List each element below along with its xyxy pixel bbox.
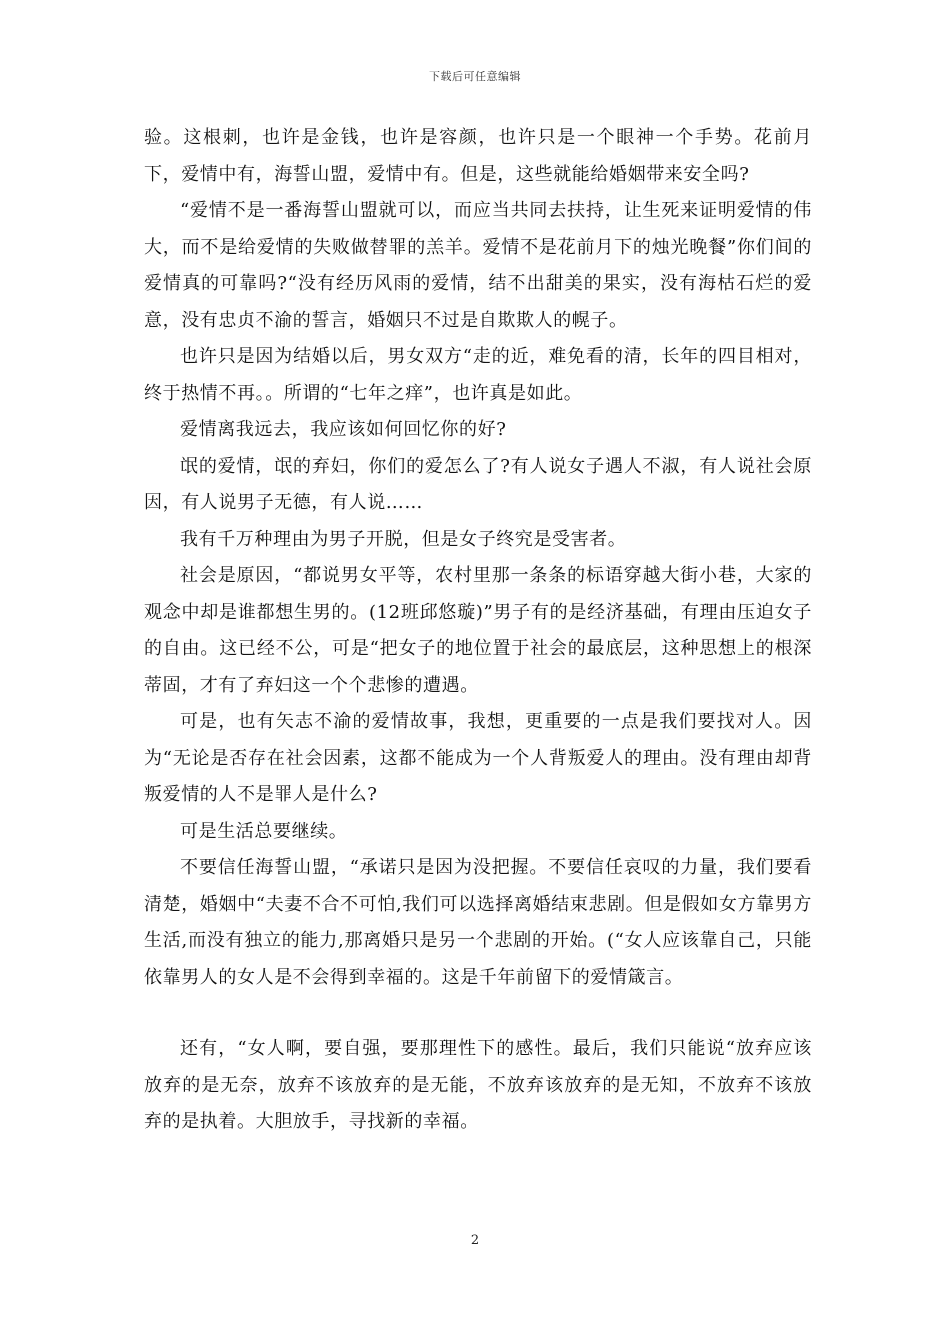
paragraph: 还有，“女人啊，要自强，要那理性下的感性。最后，我们只能说“放弃应该放弃的是无奈，放弃不该放弃的是无能，不放弃该放弃的是无知，不放弃不该放弃的是执着。大胆放手，寻找新的幸福。 [144, 1038, 812, 1132]
paragraph: 可是生活总要继续。 [180, 820, 348, 842]
paragraph: 不要信任海誓山盟，“承诺只是因为没把握。不要信任哀叹的力量，我们要看清楚，婚姻中“夫妻不合不可怕,我们可以选择离婚结束悲剧。但是假如女方靠男方生活,而没有独立的能力,那离婚只是另一个悲剧的开始。(“女人应该靠自己，只能依靠男人的女人是不会得到幸福的。这是千年前留下的爱情箴言。 [144, 857, 812, 988]
paragraph: 可是，也有矢志不渝的爱情故事，我想，更重要的一点是我们要找对人。因为“无论是否存在社会因素，这都不能成为一个人背叛爱人的理由。没有理由却背叛爱情的人不是罪人是什么? [144, 711, 812, 805]
paragraph: “爱情不是一番海誓山盟就可以，而应当共同去扶持，让生死来证明爱情的伟大，而不是给爱情的失败做替罪的羔羊。爱情不是花前月下的烛光晚餐”你们间的爱情真的可靠吗?“没有经历风雨的爱情，结不出甜美的果实，没有海枯石烂的爱意，没有忠贞不渝的誓言，婚姻只不过是自欺欺人的幌子。 [144, 200, 812, 331]
paragraph: 氓的爱情，氓的弃妇，你们的爱怎么了?有人说女子遇人不淑，有人说社会原因，有人说男子无德，有人说…… [144, 455, 812, 513]
page-number: 2 [470, 1233, 480, 1248]
page-header: 下载后可任意编辑 [429, 70, 521, 83]
paragraph: 也许只是因为结婚以后，男女双方“走的近，难免看的清，长年的四目相对，终于热情不再。。所谓的“七年之痒”，也许真是如此。 [144, 346, 812, 404]
paragraph: 我有千万种理由为男子开脱，但是女子终究是受害者。 [180, 528, 627, 550]
paragraph: 社会是原因，“都说男女平等，农村里那一条条的标语穿越大街小巷，大家的观念中却是谁都想生男的。(12班邱悠璇)”男子有的是经济基础，有理由压迫女子的自由。这已经不公，可是“把女子的地位置于社会的最底层，这种思想上的根深蒂固，才有了弃妇这一个个悲惨的遭遇。 [144, 565, 812, 696]
paragraph: 验。这根刺，也许是金钱，也许是容颜，也许只是一个眼神一个手势。花前月下，爱情中有，海誓山盟，爱情中有。但是，这些就能给婚姻带来安全吗? [144, 127, 812, 185]
body-text [144, 120, 812, 1141]
paragraph: 爱情离我远去，我应该如何回忆你的好? [180, 419, 507, 440]
